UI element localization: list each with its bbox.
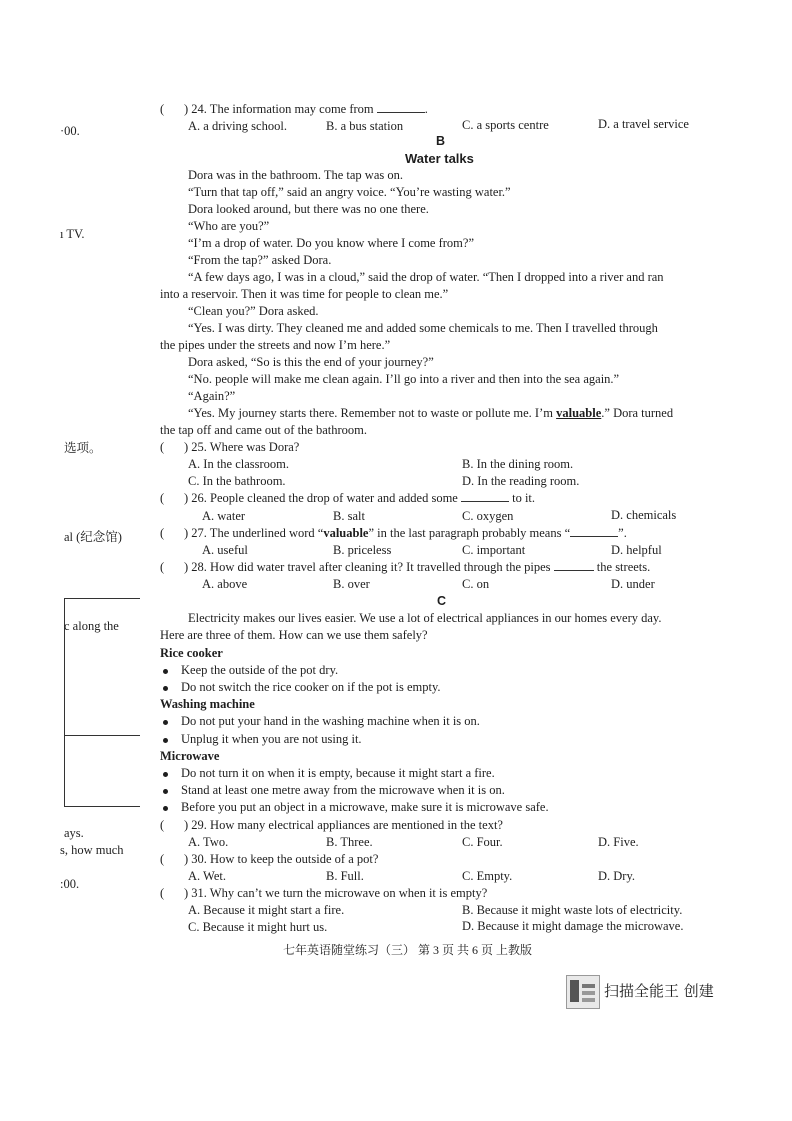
passage-line: “Who are you?”: [188, 219, 270, 233]
safety-tip: Stand at least one metre away from the microwave when it is on.: [181, 783, 505, 797]
passage-line: “I’m a drop of water. Do you know where I come from?”: [188, 236, 475, 250]
question-stem: ) 26. People cleaned the drop of water and added some to it.: [184, 491, 536, 505]
passage-line: Electricity makes our lives easier. We use a lot of electrical appliances in our homes every day.: [188, 611, 662, 625]
bullet-icon: [163, 772, 168, 777]
safety-tip: Keep the outside of the pot dry.: [181, 663, 339, 677]
option-a: A. water: [202, 509, 246, 523]
option-c: C. Because it might hurt us.: [188, 920, 328, 934]
passage-line: Here are three of them. How can we use them safely?: [160, 628, 428, 642]
passage-line: “Again?”: [188, 389, 236, 403]
answer-blank: [461, 491, 509, 502]
margin-fragment: :00.: [60, 877, 80, 891]
section-letter: B: [436, 134, 446, 148]
option-c: C. oxygen: [462, 509, 514, 523]
safety-tip: Unplug it when you are not using it.: [181, 732, 362, 746]
answer-paren: (: [160, 852, 165, 866]
appliance-heading: Rice cooker: [160, 646, 223, 660]
watermark-text: 扫描全能王 创建: [604, 982, 714, 1000]
bold-word: valuable: [323, 526, 369, 540]
passage-line: the pipes under the streets and now I’m here.”: [160, 338, 391, 352]
option-a: A. In the classroom.: [188, 457, 290, 471]
passage-line: the tap off and came out of the bathroom.: [160, 423, 367, 437]
option-b: B. In the dining room.: [462, 457, 574, 471]
option-a: A. Wet.: [188, 869, 226, 883]
option-b: B. Three.: [326, 835, 373, 849]
option-a: A. a driving school.: [188, 119, 287, 133]
underlined-word: valuable: [556, 406, 602, 420]
option-c: C. on: [462, 577, 490, 591]
option-b: B. salt: [333, 509, 365, 523]
bullet-icon: [163, 789, 168, 794]
option-c: C. Four.: [462, 835, 503, 849]
margin-rule: [64, 598, 140, 599]
answer-paren: (: [160, 440, 165, 454]
option-d: D. a travel service: [598, 117, 689, 131]
bullet-icon: [163, 806, 168, 811]
option-b: B. Because it might waste lots of electricity.: [462, 903, 683, 917]
option-c: C. Empty.: [462, 869, 513, 883]
answer-paren: (: [160, 560, 165, 574]
passage-line: “No. people will make me clean again. I’ll go into a river and then into the sea again.”: [188, 372, 620, 386]
answer-blank: [554, 560, 594, 571]
answer-blank: [570, 526, 618, 537]
option-d: D. under: [611, 577, 655, 591]
margin-rule: [64, 735, 140, 736]
option-c: C. a sports centre: [462, 118, 549, 132]
passage-title: Water talks: [405, 151, 474, 166]
safety-tip: Do not put your hand in the washing machine when it is on.: [181, 714, 480, 728]
passage-line: “Yes. I was dirty. They cleaned me and added some chemicals to me. Then I travelled through: [188, 321, 658, 335]
bullet-icon: [163, 669, 168, 674]
margin-fragment: 选项。: [64, 441, 102, 455]
passage-line: “Turn that tap off,” said an angry voice. “You’re wasting water.”: [188, 185, 511, 199]
passage-line: Dora was in the bathroom. The tap was on.: [188, 168, 403, 182]
option-a: A. Two.: [188, 835, 229, 849]
question-stem: ) 31. Why can’t we turn the microwave on when it is empty?: [184, 886, 488, 900]
option-d: D. Dry.: [598, 869, 636, 883]
option-a: A. above: [202, 577, 248, 591]
question-stem: ) 30. How to keep the outside of a pot?: [184, 852, 379, 866]
question-stem: ) 27. The underlined word “valuable” in the last paragraph probably means “ ”.: [184, 526, 627, 540]
margin-fragment: ·00.: [60, 124, 80, 138]
appliance-heading: Washing machine: [160, 697, 255, 711]
scanner-app-logo-icon: [566, 975, 600, 1009]
margin-fragment: ı TV.: [60, 227, 85, 241]
margin-fragment: s, how much: [60, 843, 124, 857]
answer-blank: [377, 102, 425, 113]
question-stem: ) 25. Where was Dora?: [184, 440, 300, 454]
option-d: D. chemicals: [611, 508, 677, 522]
margin-fragment: al (纪念馆): [64, 530, 122, 544]
option-a: A. useful: [202, 543, 248, 557]
answer-paren: (: [160, 102, 165, 116]
safety-tip: Do not switch the rice cooker on if the pot is empty.: [181, 680, 441, 694]
margin-fragment: c along the: [64, 619, 119, 633]
passage-line: “A few days ago, I was in a cloud,” said the drop of water. “Then I dropped into a river and ran: [188, 270, 664, 284]
passage-line: “From the tap?” asked Dora.: [188, 253, 332, 267]
question-stem: ) 29. How many electrical appliances are mentioned in the text?: [184, 818, 503, 832]
bullet-icon: [163, 686, 168, 691]
option-b: B. priceless: [333, 543, 392, 557]
answer-paren: (: [160, 818, 165, 832]
answer-paren: (: [160, 886, 165, 900]
option-b: B. a bus station: [326, 119, 404, 133]
page-footer: 七年英语随堂练习（三） 第 3 页 共 6 页 上教版: [283, 943, 533, 957]
question-stem: ) 28. How did water travel after cleaning it? It travelled through the pipes the streets.: [184, 560, 651, 574]
option-c: C. important: [462, 543, 526, 557]
passage-line: “Yes. My journey starts there. Remember not to waste or pollute me. I’m valuable.” Dora turned: [188, 406, 674, 420]
option-b: B. Full.: [326, 869, 364, 883]
bullet-icon: [163, 738, 168, 743]
safety-tip: Do not turn it on when it is empty, because it might start a fire.: [181, 766, 495, 780]
option-a: A. Because it might start a fire.: [188, 903, 345, 917]
option-d: D. Because it might damage the microwave.: [462, 919, 684, 933]
option-d: D. In the reading room.: [462, 474, 580, 488]
passage-line: Dora asked, “So is this the end of your journey?”: [188, 355, 434, 369]
margin-rule: [64, 806, 140, 807]
option-b: B. over: [333, 577, 370, 591]
passage-line: into a reservoir. Then it was time for people to clean me.”: [160, 287, 449, 301]
answer-paren: (: [160, 526, 165, 540]
option-d: D. helpful: [611, 543, 662, 557]
appliance-heading: Microwave: [160, 749, 220, 763]
option-c: C. In the bathroom.: [188, 474, 286, 488]
answer-paren: (: [160, 491, 165, 505]
bullet-icon: [163, 720, 168, 725]
safety-tip: Before you put an object in a microwave, make sure it is microwave safe.: [181, 800, 549, 814]
option-d: D. Five.: [598, 835, 639, 849]
margin-fragment: ays.: [64, 826, 84, 840]
passage-line: “Clean you?” Dora asked.: [188, 304, 319, 318]
section-letter: C: [437, 594, 447, 608]
passage-line: Dora looked around, but there was no one there.: [188, 202, 429, 216]
question-stem: ) 24. The information may come from .: [184, 102, 428, 116]
